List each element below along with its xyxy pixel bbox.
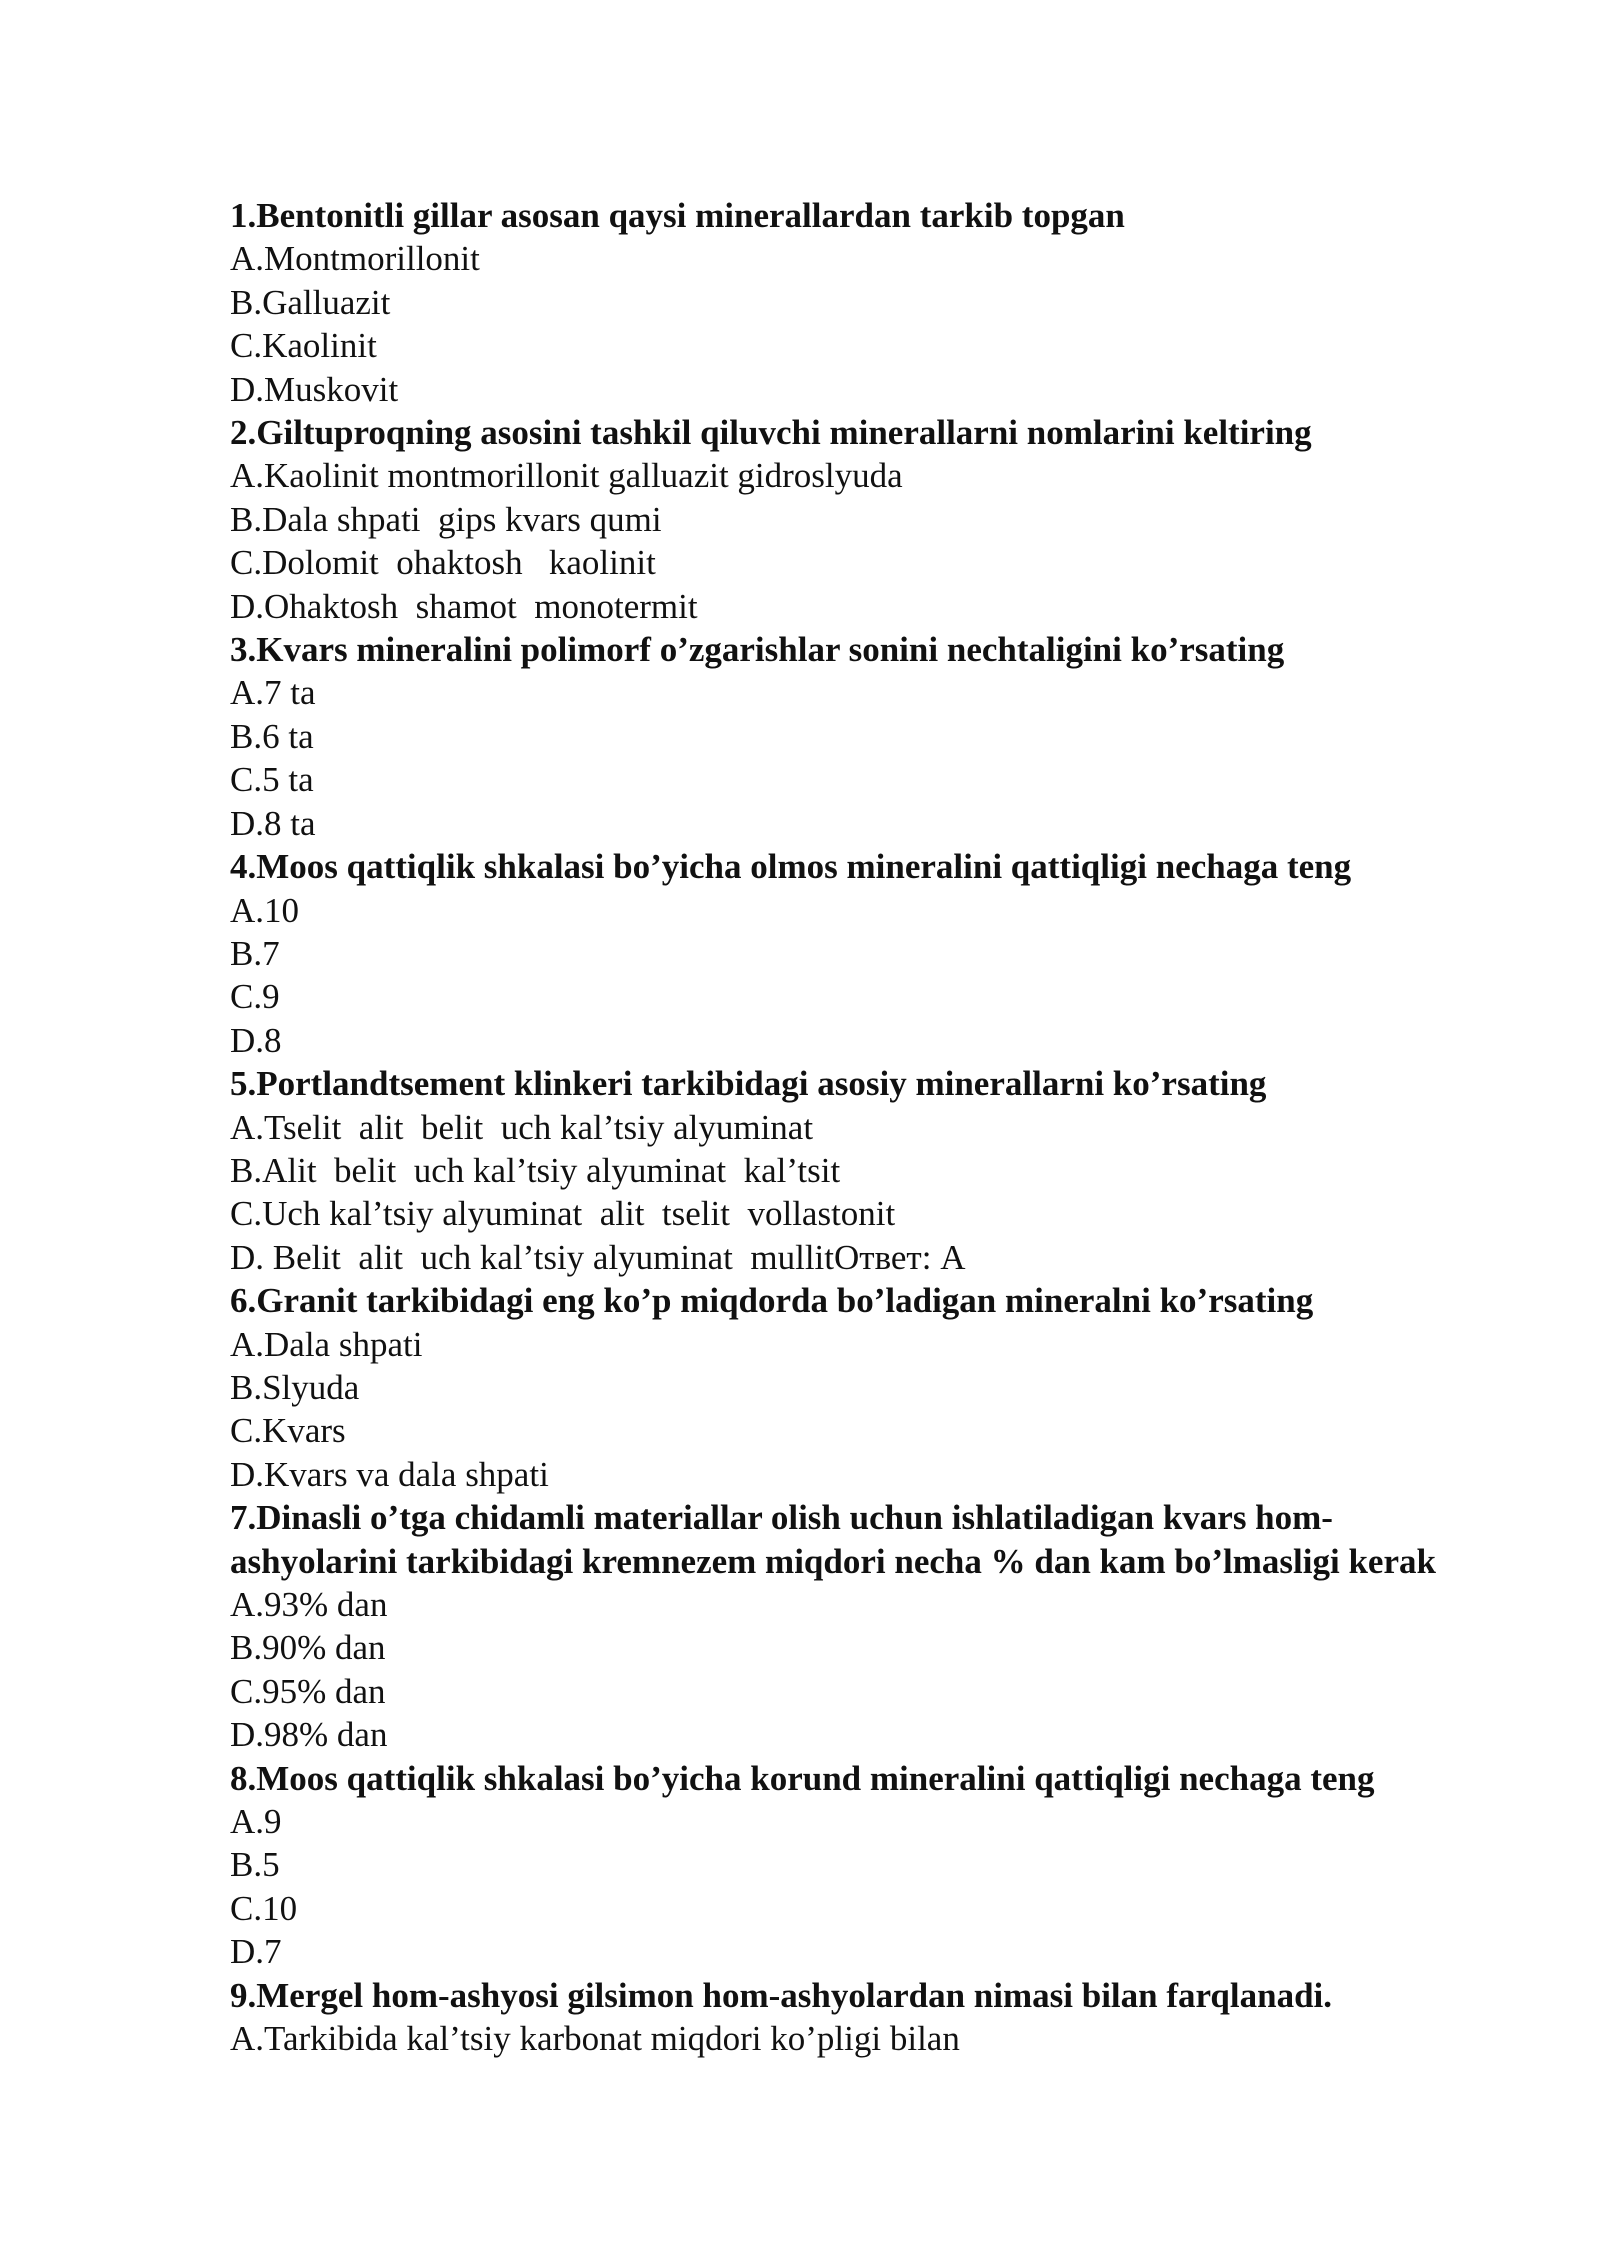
question-block — [230, 1757, 1490, 1974]
answer-option: A.9 — [230, 1802, 282, 1842]
answer-option: A.Montmorillonit — [230, 239, 480, 279]
answer-option: C.Kaolinit — [230, 326, 377, 366]
answer-option: A.93% dan — [230, 1585, 388, 1624]
answer-option: C.Dolomit ohaktosh kaolinit — [230, 543, 656, 583]
answer-option: B.Dala shpati gips kvars qumi — [230, 499, 662, 539]
answer-option: B.90% dan — [230, 1628, 386, 1668]
question-block — [230, 411, 1490, 628]
question-text: 9.Mergel hom-ashyosi gilsimon hom-ashyolardan nimasi bilan farqlanadi. — [230, 1975, 1333, 2015]
answer-option: D.98% dan — [230, 1715, 388, 1755]
question-block — [230, 194, 1490, 411]
answer-option: A.7 ta — [230, 673, 316, 713]
answer-option: A.10 — [230, 890, 300, 930]
answer-option: D.8 ta — [230, 803, 316, 843]
question-block — [230, 1496, 1490, 1756]
answer-option: A.Tarkibida kal’tsiy karbonat miqdori ko’pligi bilan — [230, 2019, 960, 2059]
question-block — [230, 845, 1490, 1062]
question-block — [230, 1974, 1490, 2061]
answer-option: D.Ohaktosh shamot monotermit — [230, 586, 698, 626]
answer-option: C.9 — [230, 977, 280, 1017]
answer-option: B.Galluazit — [230, 282, 391, 322]
answer-option: D. Belit alit uch kal’tsiy alyuminat mullitОтвет: A — [230, 1237, 966, 1277]
answer-option: A.Tselit alit belit uch kal’tsiy alyuminat — [230, 1107, 814, 1147]
answer-option: C.Kvars — [230, 1411, 346, 1451]
answer-option: C.Uch kal’tsiy alyuminat alit tselit vollastonit — [230, 1194, 896, 1234]
answer-option: B.5 — [230, 1845, 280, 1885]
answer-option: D.Kvars va dala shpati — [230, 1454, 549, 1494]
answer-option: D.8 — [230, 1020, 282, 1060]
question-text: 5.Portlandtsement klinkeri tarkibidagi asosiy minerallarni ko’rsating — [230, 1064, 1267, 1104]
question-text: 8.Moos qattiqlik shkalasi bo’yicha korund mineralini qattiqligi nechaga teng — [230, 1758, 1375, 1798]
question-text: 6.Granit tarkibidagi eng ko’p miqdorda bo’ladigan mineralni ko’rsating — [230, 1281, 1314, 1321]
answer-option: B.7 — [230, 933, 280, 973]
answer-option: C.95% dan — [230, 1671, 386, 1711]
question-block — [230, 628, 1490, 845]
answer-option: B.6 ta — [230, 716, 314, 756]
question-text: 3.Kvars mineralini polimorf o’zgarishlar sonini nechtaligini ko’rsating — [230, 630, 1285, 670]
answer-option: A.Kaolinit montmorillonit galluazit gidroslyuda — [230, 456, 903, 496]
answer-option: A.Dala shpati — [230, 1324, 423, 1364]
answer-option: B.Slyuda — [230, 1367, 360, 1407]
question-block — [230, 1062, 1490, 1279]
question-text: 7.Dinasli o’tga chidamli materiallar olish uchun ishlatiladigan kvars hom-ashyolarini tarkibidagi kremnezem miqdori necha % dan kam bo’lmasligi kerak — [230, 1498, 1436, 1581]
answer-option: C.10 — [230, 1888, 298, 1928]
answer-option: C.5 ta — [230, 760, 314, 800]
question-text: 1.Bentonitli gillar asosan qaysi minerallardan tarkib topgan — [230, 196, 1125, 235]
answer-option: D.Muskovit — [230, 369, 399, 409]
question-list — [230, 194, 1490, 2060]
answer-option: B.Alit belit uch kal’tsiy alyuminat kal’tsit — [230, 1150, 841, 1190]
question-text: 2.Giltuproqning asosini tashkil qiluvchi minerallarni nomlarini keltiring — [230, 413, 1312, 453]
question-block — [230, 1279, 1490, 1496]
answer-option: D.7 — [230, 1932, 282, 1972]
question-text: 4.Moos qattiqlik shkalasi bo’yicha olmos mineralini qattiqligi nechaga teng — [230, 847, 1352, 887]
